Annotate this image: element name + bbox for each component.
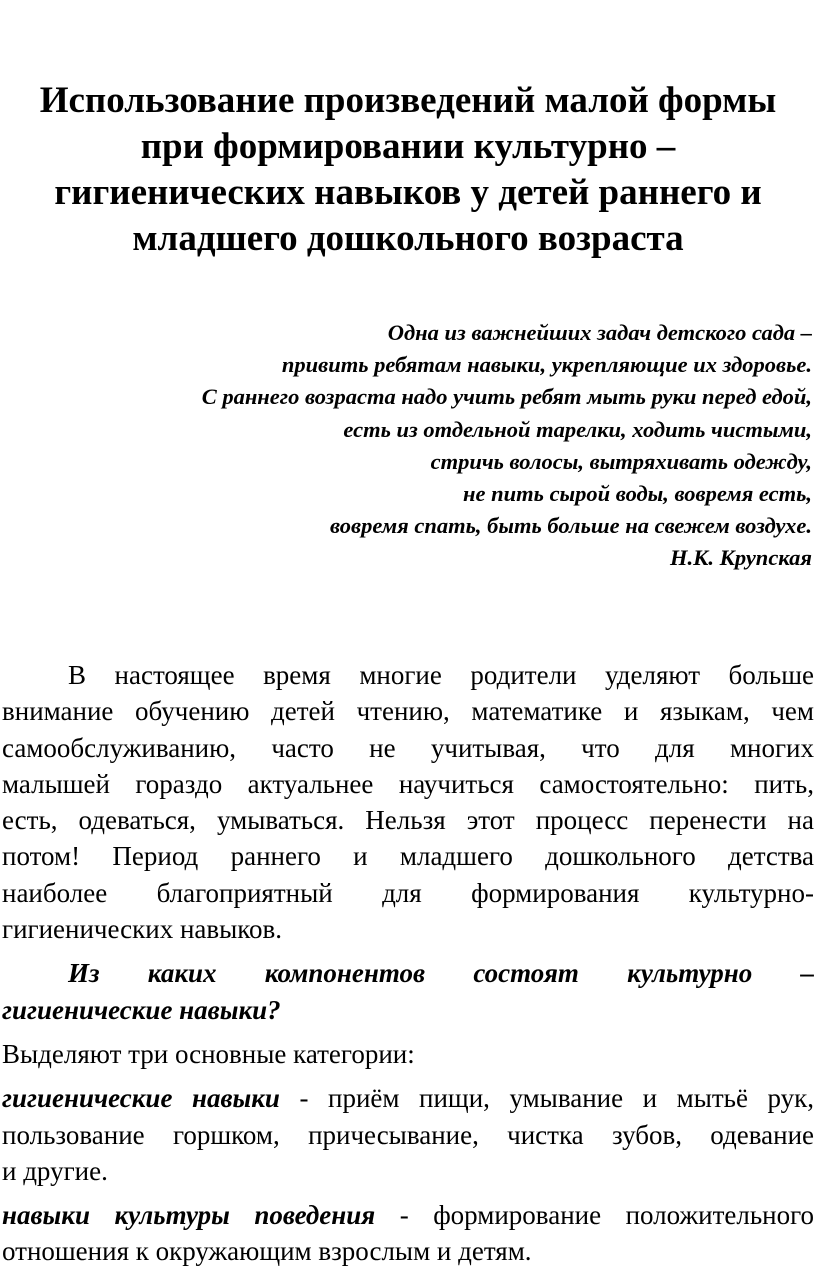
paragraph-line: наиболее благоприятный для формирования культурно- — [2, 877, 814, 908]
epigraph-line: есть из отдельной тарелки, ходить чистыми, — [343, 416, 812, 442]
paragraph-line: есть, одеваться, умываться. Нельзя этот процесс перенести на — [2, 805, 814, 836]
category-line: и другие. — [2, 1155, 108, 1186]
epigraph-line: не пить сырой воды, вовремя есть, — [463, 481, 812, 507]
epigraph-line: вовремя спать, быть больше на свежем воздухе. — [330, 513, 812, 539]
category-description: - формирование положительного — [375, 1200, 814, 1231]
document-body — [2, 657, 814, 1270]
paragraph-line: самообслуживанию, часто не учитывая, что для многих — [2, 732, 814, 763]
paragraph-line: потом! Период раннего и младшего дошкольного детства — [2, 841, 814, 872]
category-line: пользование горшком, причесывание, чистка зубов, одевание — [2, 1119, 814, 1150]
paragraph-line: малышей гораздо актуальнее научиться самостоятельно: пить, — [2, 768, 814, 799]
title-line: младшего дошкольного возраста — [132, 218, 684, 259]
category-first-line — [2, 1197, 814, 1233]
question-line: Из каких компонентов состоят культурно – — [68, 958, 814, 989]
section-question — [2, 955, 814, 1028]
epigraph-line: привить ребятам навыки, укрепляющие их здоровье. — [281, 352, 812, 378]
question-line: гигиенические навыки? — [2, 994, 281, 1025]
category-first-line — [2, 1080, 814, 1116]
categories-intro: Выделяют три основные категории: — [2, 1038, 415, 1069]
intro-paragraph — [2, 657, 814, 947]
epigraph-author: Н.К. Крупская — [669, 545, 812, 571]
epigraph-line: стричь волосы, вытряхивать одежду, — [430, 448, 812, 474]
title-line: Использование произведений малой формы — [39, 80, 777, 121]
paragraph-line: внимание обучению детей чтению, математике и языкам, чем — [2, 696, 814, 727]
document-title — [0, 78, 816, 262]
category-description: - приём пищи, умывание и мытьё рук, — [279, 1083, 814, 1114]
category-hygiene — [2, 1080, 814, 1189]
paragraph-line: гигиенических навыков. — [2, 914, 283, 945]
epigraph-line: С раннего возраста надо учить ребят мыть руки перед едой, — [201, 384, 812, 410]
title-line: при формировании культурно – — [140, 126, 676, 167]
epigraph-line: Одна из важнейших задач детского сада – — [387, 320, 812, 345]
category-line: отношения к окружающим взрослым и детям. — [2, 1236, 532, 1267]
title-line: гигиенических навыков у детей раннего и — [54, 172, 762, 213]
category-term: навыки культуры поведения — [2, 1200, 376, 1231]
paragraph-line: В настоящее время многие родители уделяют больше — [68, 660, 814, 690]
category-term: гигиенические навыки — [2, 1083, 280, 1114]
category-behavior-culture — [2, 1197, 814, 1270]
epigraph-quote — [32, 317, 812, 575]
